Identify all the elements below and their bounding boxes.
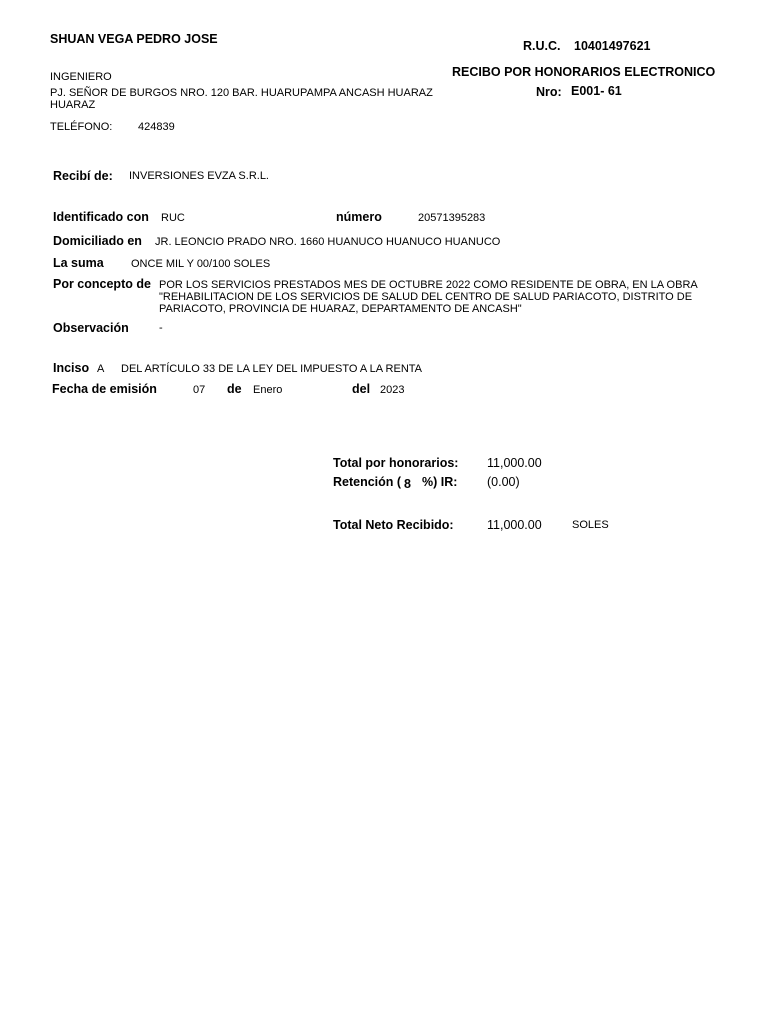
concepto-label: Por concepto de [53, 277, 151, 291]
issuer-profession: INGENIERO [50, 71, 112, 83]
observacion-value: - [159, 322, 163, 334]
currency-label: SOLES [572, 519, 609, 531]
del-label: del [352, 382, 371, 396]
nro-label: Nro: [536, 85, 562, 99]
ruc-value: 10401497621 [574, 39, 651, 53]
fecha-label: Fecha de emisión [52, 382, 157, 396]
issuer-phone-label: TELÉFONO: [50, 121, 113, 133]
suma-label: La suma [53, 256, 104, 270]
observacion-label: Observación [53, 321, 129, 335]
recibi-value: INVERSIONES EVZA S.R.L. [129, 170, 269, 182]
domiciliado-value: JR. LEONCIO PRADO NRO. 1660 HUANUCO HUANUCO HUANUCO [155, 236, 501, 248]
honorarios-value: 11,000.00 [487, 456, 542, 470]
identificado-label: Identificado con [53, 210, 149, 224]
receipt-title: RECIBO POR HONORARIOS ELECTRONICO [452, 65, 716, 79]
honorarios-label: Total por honorarios: [333, 456, 459, 470]
issuer-address-line2: HUARAZ [50, 99, 96, 111]
retencion-value: (0.00) [487, 475, 520, 489]
fecha-month: Enero [253, 384, 283, 396]
concepto-line1: POR LOS SERVICIOS PRESTADOS MES DE OCTUBRE 2022 COMO RESIDENTE DE OBRA, EN LA OBRA [159, 279, 698, 291]
ruc-label: R.U.C. [523, 39, 561, 53]
numero-label: número [336, 210, 382, 224]
fecha-day: 07 [193, 384, 206, 396]
retencion-label-b: %) IR: [422, 475, 458, 489]
fecha-year: 2023 [380, 384, 405, 396]
issuer-address-line1: PJ. SEÑOR DE BURGOS NRO. 120 BAR. HUARUPAMPA ANCASH HUARAZ [50, 87, 433, 99]
issuer-phone: 424839 [138, 121, 175, 133]
inciso-text: DEL ARTÍCULO 33 DE LA LEY DEL IMPUESTO A LA RENTA [121, 363, 422, 375]
inciso-label: Inciso [53, 361, 90, 375]
neto-value: 11,000.00 [487, 518, 542, 532]
neto-label: Total Neto Recibido: [333, 518, 454, 532]
issuer-name: SHUAN VEGA PEDRO JOSE [50, 32, 218, 46]
retencion-pct: 8 [404, 477, 411, 491]
nro-value: E001- 61 [571, 84, 622, 98]
numero-value: 20571395283 [418, 212, 486, 224]
concepto-line3: PARIACOTO, PROVINCIA DE HUARAZ, DEPARTAMENTO DE ANCASH" [159, 303, 522, 315]
de-label: de [227, 382, 242, 396]
concepto-line2: "REHABILITACION DE LOS SERVICIOS DE SALUD DEL CENTRO DE SALUD PARIACOTO, DISTRITO DE [159, 291, 693, 303]
domiciliado-label: Domiciliado en [53, 234, 142, 248]
inciso-value: A [97, 363, 105, 375]
recibi-label: Recibí de: [53, 169, 113, 183]
identificado-value: RUC [161, 212, 185, 224]
suma-value: ONCE MIL Y 00/100 SOLES [131, 258, 271, 270]
retencion-label-a: Retención ( [333, 475, 402, 489]
